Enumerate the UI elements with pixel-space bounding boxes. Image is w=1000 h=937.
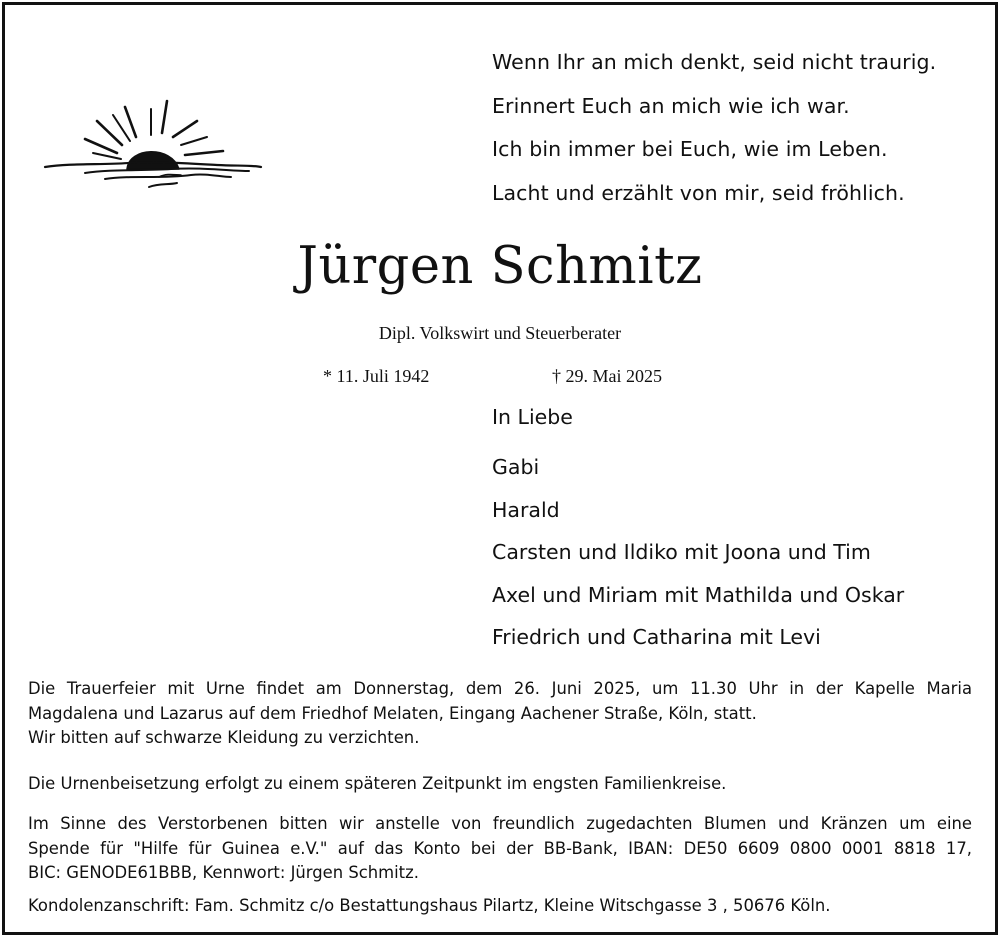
deceased-name: Jürgen Schmitz bbox=[297, 237, 703, 296]
funeral-line: Die Trauerfeier mit Urne findet am Donnerstag, dem 26. Juni 2025, um 11.30 Uhr in der Kapelle Maria bbox=[28, 679, 972, 698]
donation-line: Im Sinne des Verstorbenen bitten wir anstelle von freundlich zugedachten Blumen und Kränzen um eine bbox=[28, 814, 972, 833]
poem bbox=[492, 41, 936, 215]
poem-line: Wenn Ihr an mich denkt, seid nicht traurig. bbox=[492, 50, 937, 74]
death-date: † 29. Mai 2025 bbox=[552, 366, 662, 386]
love-heading: In Liebe bbox=[492, 405, 573, 429]
birth-date: * 11. Juli 1942 bbox=[323, 366, 430, 386]
obituary-card bbox=[2, 2, 998, 935]
funeral-line: Magdalena und Lazarus auf dem Friedhof Melaten, Eingang Aachener Straße, Köln, statt. bbox=[28, 703, 757, 723]
mourner: Axel und Miriam mit Mathilda und Oskar bbox=[492, 582, 905, 607]
funeral-line: Wir bitten auf schwarze Kleidung zu verzichten. bbox=[28, 728, 420, 747]
donation-line: BIC: GENODE61BBB, Kennwort: Jürgen Schmitz. bbox=[28, 863, 419, 882]
urn-burial-line: Die Urnenbeisetzung erfolgt zu einem späteren Zeitpunkt im engsten Familienkreise. bbox=[28, 774, 727, 793]
mourner: Harald bbox=[492, 497, 560, 522]
deceased-title: Dipl. Volkswirt und Steuerberater bbox=[378, 323, 622, 343]
condolence-line: Kondolenzanschrift: Fam. Schmitz c/o Bestattungshaus Pilartz, Kleine Witschgasse 3 , 50676 Köln. bbox=[28, 896, 831, 915]
mourner: Gabi bbox=[492, 455, 540, 479]
mourners-list bbox=[492, 446, 904, 659]
donation-line: Spende für "Hilfe für Guinea e.V." auf das Konto bei der BB-Bank, IBAN: DE50 6609 0800 0001 8818 17, bbox=[28, 838, 972, 858]
condolence-address bbox=[28, 894, 972, 919]
poem-line: Erinnert Euch an mich wie ich war. bbox=[492, 93, 850, 118]
poem-line: Lacht und erzählt von mir, seid fröhlich. bbox=[492, 180, 905, 205]
mourner: Friedrich und Catharina mit Levi bbox=[492, 625, 821, 649]
donation-notice bbox=[28, 812, 972, 886]
mourner: Carsten und Ildiko mit Joona und Tim bbox=[492, 540, 871, 564]
funeral-notice bbox=[28, 677, 972, 751]
poem-line: Ich bin immer bei Euch, wie im Leben. bbox=[492, 137, 888, 161]
urn-burial-notice bbox=[28, 772, 972, 797]
sunset-icon bbox=[41, 97, 265, 193]
